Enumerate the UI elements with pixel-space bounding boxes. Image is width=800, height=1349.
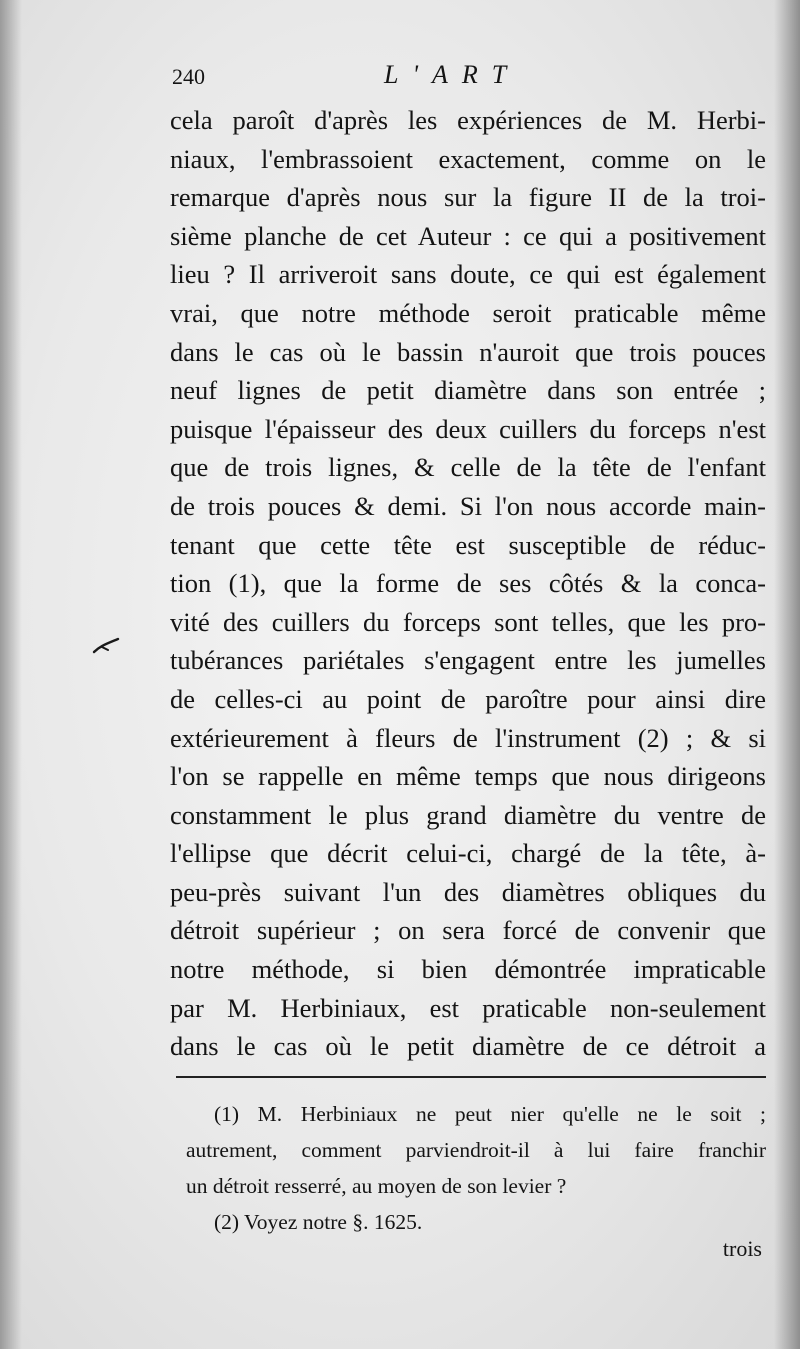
text-line: sième planche de cet Auteur : ce qui a positivement bbox=[170, 220, 766, 251]
text-line: de celles-ci au point de paroître pour ainsi dire bbox=[170, 683, 766, 714]
text-line: dans le cas où le bassin n'auroit que trois pouces bbox=[170, 336, 766, 367]
text-line: puisque l'épaisseur des deux cuillers du forceps n'est bbox=[170, 413, 766, 444]
text-line: vrai, que notre méthode seroit praticable même bbox=[170, 297, 766, 328]
text-line: niaux, l'embrassoient exactement, comme on le bbox=[170, 143, 766, 174]
text-line: l'ellipse que décrit celui-ci, chargé de la tête, à- bbox=[170, 838, 766, 869]
text-line: par M. Herbiniaux, est praticable non-seulement bbox=[170, 992, 766, 1023]
text-line: vité des cuillers du forceps sont telles, que les pro- bbox=[170, 606, 766, 637]
footnotes bbox=[186, 1096, 766, 1240]
text-line: tion (1), que la forme de ses côtés & la conca- bbox=[170, 568, 766, 599]
text-line: dans le cas où le petit diamètre de ce détroit a bbox=[170, 1031, 766, 1062]
text-line: que de trois lignes, & celle de la tête de l'enfant bbox=[170, 452, 766, 483]
text-line: constamment le plus grand diamètre du ventre de bbox=[170, 799, 766, 830]
text-line: lieu ? Il arriveroit sans doute, ce qui est également bbox=[170, 259, 766, 290]
footnote-line: un détroit resserré, au moyen de son levier ? bbox=[186, 1174, 567, 1198]
text-line: détroit supérieur ; on sera forcé de convenir que bbox=[170, 915, 766, 946]
text-line: peu-près suivant l'un des diamètres obliques du bbox=[170, 876, 766, 907]
footnote-separator bbox=[176, 1076, 766, 1078]
footnote-line: autrement, comment parviendroit-il à lui faire franchir bbox=[186, 1138, 766, 1162]
catchword: trois bbox=[722, 1236, 762, 1261]
ink-mark-icon bbox=[92, 636, 120, 656]
page-number: 240 bbox=[172, 64, 205, 89]
text-line: de trois pouces & demi. Si l'on nous accorde main- bbox=[170, 490, 766, 521]
text-line: tubérances pariétales s'engagent entre les jumelles bbox=[170, 645, 766, 676]
text-line: remarque d'après nous sur la figure II de la troi- bbox=[170, 182, 766, 213]
running-title: L'ART bbox=[384, 60, 521, 89]
text-line: notre méthode, si bien démontrée impraticable bbox=[170, 954, 766, 985]
text-line: cela paroît d'après les expériences de M. Herbi- bbox=[170, 105, 766, 135]
footnote-line: (2) Voyez notre §. 1625. bbox=[214, 1210, 423, 1234]
footnote-line: (1) M. Herbiniaux ne peut nier qu'elle ne le soit ; bbox=[214, 1102, 766, 1126]
text-line: neuf lignes de petit diamètre dans son entrée ; bbox=[170, 375, 766, 406]
body-text bbox=[170, 101, 766, 1066]
text-line: extérieurement à fleurs de l'instrument (2) ; & si bbox=[170, 722, 766, 753]
text-line: l'on se rappelle en même temps que nous dirigeons bbox=[170, 761, 766, 792]
text-line: tenant que cette tête est susceptible de réduc- bbox=[170, 529, 766, 560]
page-header bbox=[172, 60, 762, 96]
